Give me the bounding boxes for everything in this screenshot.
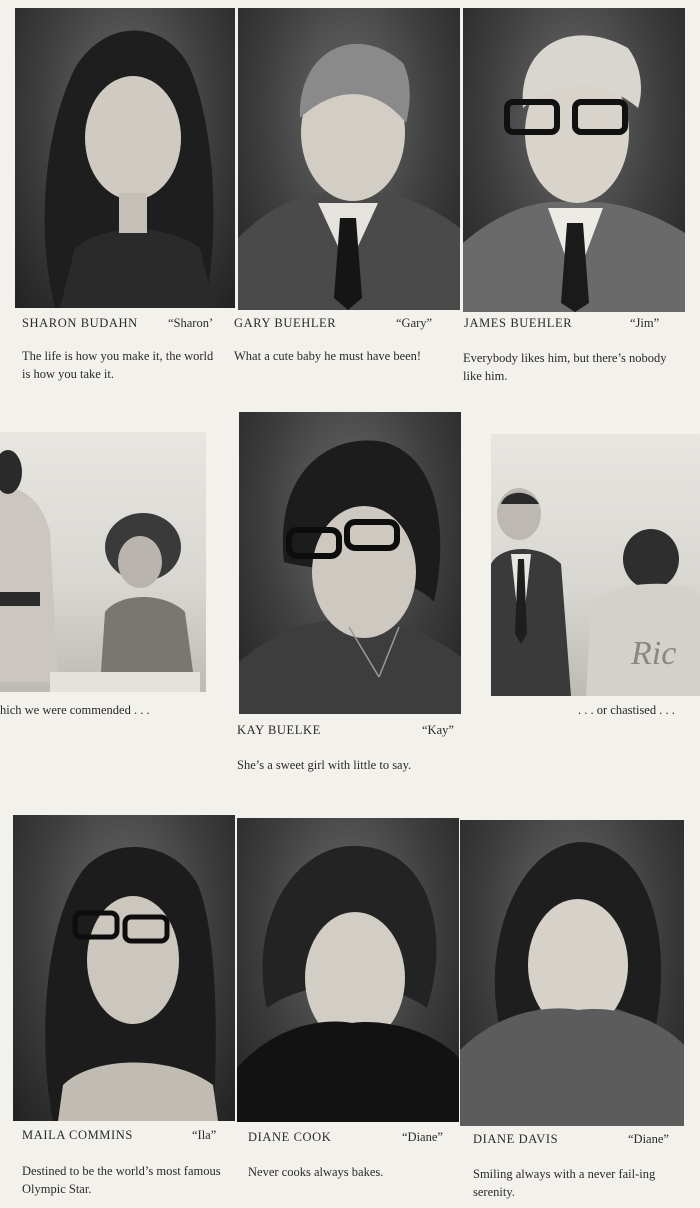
portrait-sharon-budahn — [15, 8, 235, 308]
candid-photo-hallway — [491, 434, 700, 696]
student-nickname: “Diane” — [628, 1132, 669, 1146]
student-nickname: “Jim” — [630, 316, 660, 330]
student-nickname: “Kay” — [422, 723, 454, 737]
student-quote: Never cooks always bakes. — [248, 1165, 384, 1179]
portrait-maila-commins — [13, 815, 235, 1121]
student-quote: What a cute baby he must have been! — [234, 349, 422, 363]
student-nickname: “Diane” — [402, 1130, 443, 1144]
student-name: MAILA COMMINS — [22, 1128, 133, 1142]
student-nickname: “Gary” — [396, 316, 433, 330]
portrait-kay-buelke — [239, 412, 461, 714]
student-quote: Everybody likes him, but there’s nobody like him. — [463, 351, 667, 383]
candid-caption-right: . . . or chastised . . . — [578, 703, 675, 717]
student-quote: She’s a sweet girl with little to say. — [237, 758, 412, 772]
student-name: JAMES BUEHLER — [464, 316, 573, 330]
student-name: SHARON BUDAHN — [22, 316, 138, 330]
student-name: DIANE COOK — [248, 1130, 332, 1144]
portrait-diane-davis — [460, 820, 684, 1126]
student-name: DIANE DAVIS — [473, 1132, 559, 1146]
student-quote: Smiling always with a never fail-ing serenity. — [473, 1167, 656, 1199]
student-nickname: “Sharon’ — [168, 316, 214, 330]
student-nickname: “Ila” — [192, 1128, 217, 1142]
portrait-diane-cook — [237, 818, 459, 1122]
candid-photo-class — [0, 432, 206, 692]
student-quote: The life is how you make it, the world is how you take it. — [22, 349, 214, 381]
student-name: KAY BUELKE — [237, 723, 321, 737]
portrait-gary-buehler — [238, 8, 460, 310]
student-quote: Destined to be the world’s most famous Olympic Star. — [22, 1164, 221, 1196]
portrait-james-buehler — [463, 8, 685, 312]
jacket-letters: Ric — [631, 635, 677, 672]
candid-caption-left: hich we were commended . . . — [0, 703, 150, 717]
student-name: GARY BUEHLER — [234, 316, 337, 330]
